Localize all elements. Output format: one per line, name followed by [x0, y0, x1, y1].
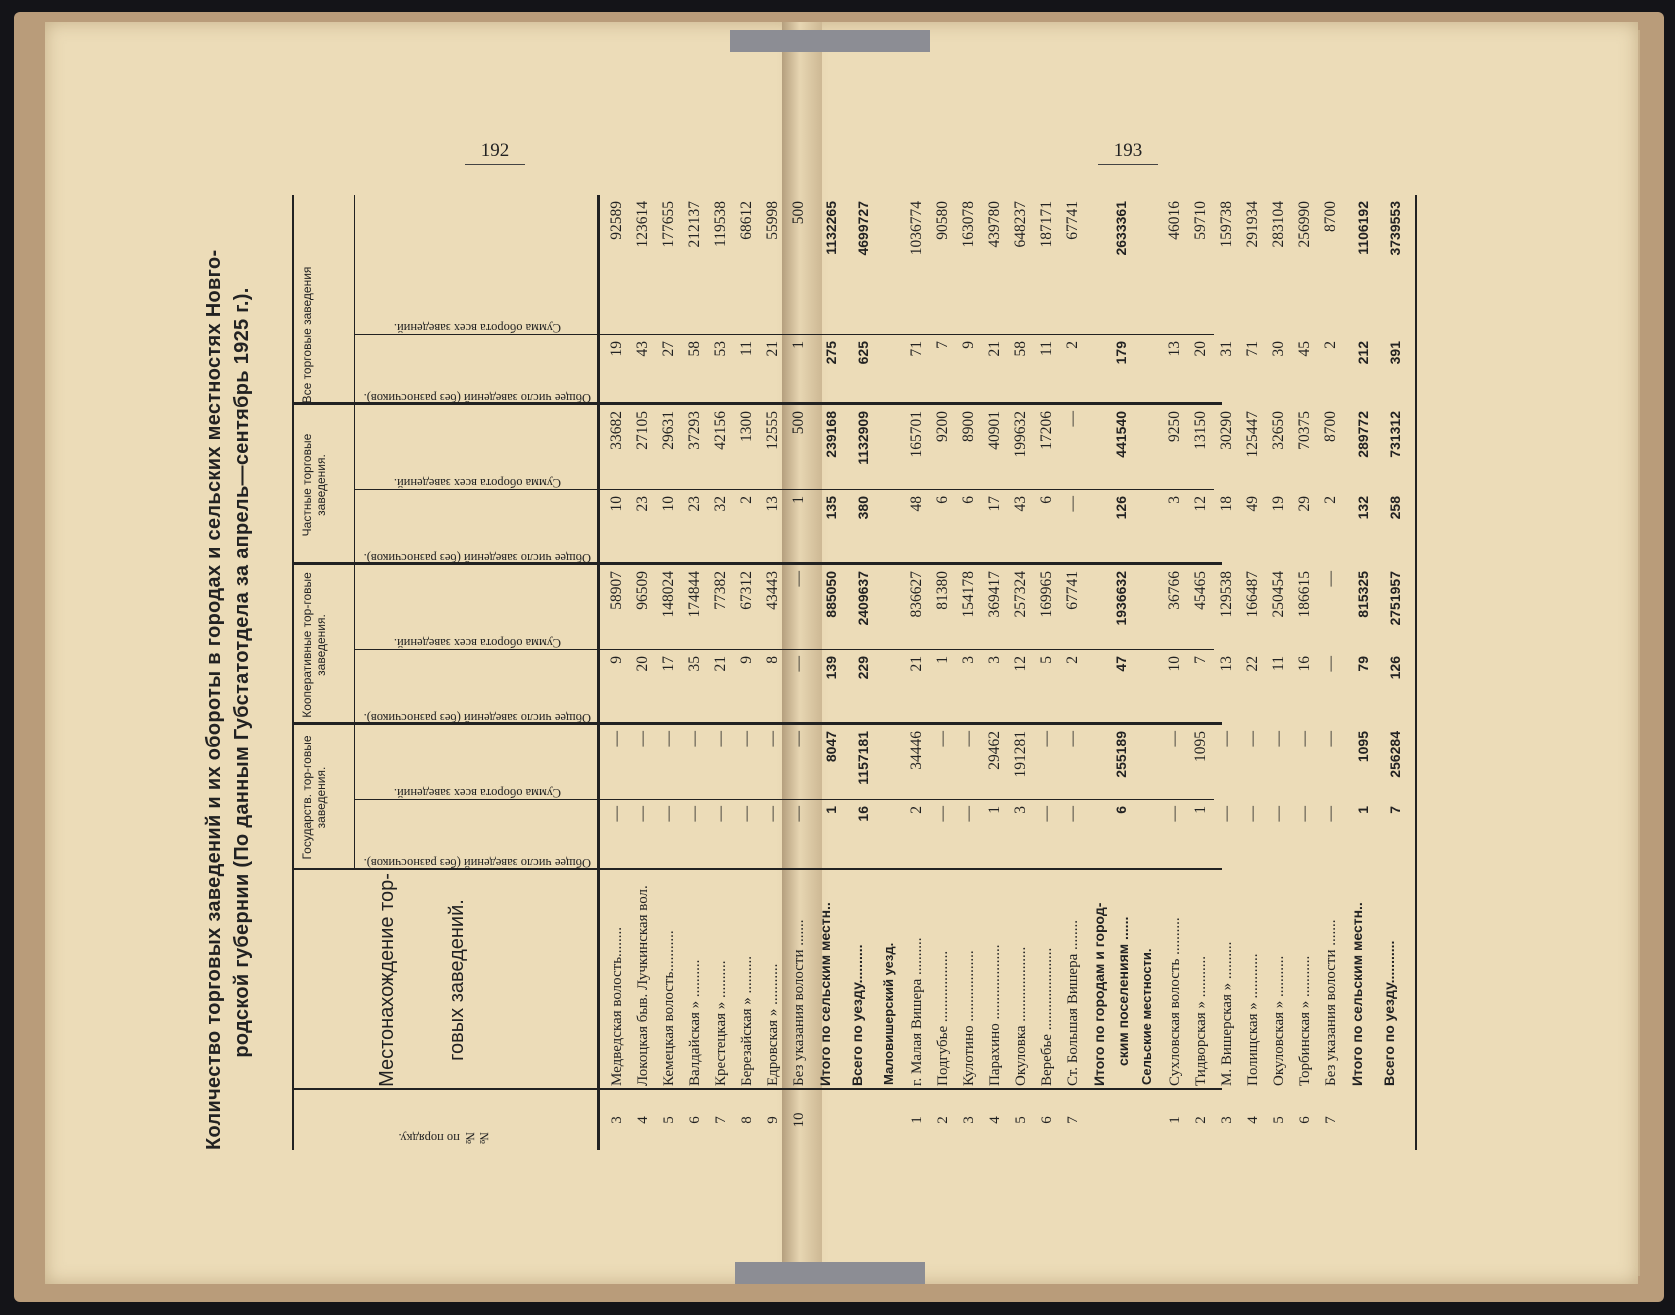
- cell-value: —: [1244, 806, 1261, 822]
- cell-value: 21: [712, 656, 729, 672]
- cell-value: 187171: [1038, 201, 1055, 248]
- cell-value: —: [1322, 571, 1339, 587]
- row-name: г. Малая Вишера ..........: [909, 937, 925, 1086]
- cell-value: —: [934, 806, 951, 822]
- cell-value: 1095: [1355, 731, 1371, 763]
- row-name: Локоцкая быв. Лучкинская вол.: [635, 885, 651, 1086]
- cell-value: 40901: [986, 411, 1003, 450]
- cell-value: 77382: [712, 571, 729, 610]
- cell-value: 186615: [1296, 571, 1313, 618]
- cell-value: 1: [790, 496, 807, 504]
- cell-value: 2409637: [855, 571, 871, 626]
- row-name: Валдайская » ..........: [687, 959, 703, 1086]
- cell-value: 1: [986, 806, 1003, 814]
- cell-value: 22: [1244, 656, 1261, 672]
- cell-value: 67741: [1064, 571, 1081, 610]
- cell-value: 7: [1192, 656, 1209, 664]
- cell-value: 17: [660, 656, 677, 672]
- cell-value: —: [1218, 806, 1235, 822]
- header-count-2: Общее число заведений (без разносчиков).: [363, 551, 591, 565]
- cell-value: —: [1064, 496, 1081, 512]
- header-sum-3: Сумма оборота всех заведений.: [393, 321, 561, 335]
- cell-value: 2: [1064, 341, 1081, 349]
- cell-value: 9: [738, 656, 755, 664]
- cell-value: 9: [608, 656, 625, 664]
- cell-value: 2751957: [1387, 571, 1403, 626]
- cell-value: 96509: [634, 571, 651, 610]
- cell-value: —: [790, 731, 807, 747]
- cell-value: 1157181: [855, 731, 871, 785]
- cell-value: 256990: [1296, 201, 1313, 248]
- cell-value: 11: [1270, 656, 1287, 671]
- row-name: Всего по уезду..........: [849, 944, 865, 1086]
- cell-value: 283104: [1270, 201, 1287, 248]
- row-number: 6: [687, 1116, 703, 1124]
- cell-value: 37293: [686, 411, 703, 450]
- cell-value: 255189: [1113, 731, 1129, 778]
- cell-value: 8047: [823, 731, 839, 763]
- cell-value: 179: [1113, 341, 1129, 365]
- row-name: Кулотино ...................: [961, 950, 977, 1086]
- row-number: [1109, 1090, 1133, 1150]
- cell-value: 7: [934, 341, 951, 349]
- cell-value: —: [1322, 731, 1339, 747]
- cell-value: 731312: [1387, 411, 1403, 458]
- row-name: Без указания волости .......: [791, 919, 807, 1086]
- cell-value: 500: [790, 201, 807, 225]
- cell-value: —: [738, 731, 755, 747]
- row-name: Без указания волости .......: [1323, 919, 1339, 1086]
- row-number: 5: [1013, 1116, 1029, 1124]
- cell-value: 1: [1355, 806, 1371, 814]
- cell-value: 2: [1322, 496, 1339, 504]
- cell-value: 68612: [738, 201, 755, 240]
- cell-value: —: [764, 806, 781, 822]
- cell-value: 29462: [986, 731, 1003, 770]
- row-name: Итого по городам и город-: [1091, 902, 1107, 1086]
- row-number: 6: [1297, 1116, 1313, 1124]
- cell-value: —: [1244, 731, 1261, 747]
- cell-value: 35: [686, 656, 703, 672]
- cell-value: 9250: [1166, 411, 1183, 442]
- cell-value: 36766: [1166, 571, 1183, 610]
- cell-value: 48: [908, 496, 925, 512]
- cell-value: 23: [686, 496, 703, 512]
- cell-value: 291934: [1244, 201, 1261, 248]
- cell-value: 21: [764, 341, 781, 357]
- header-group-1: Кооперативные тор-говые заведения.: [300, 572, 328, 718]
- cell-value: 1: [790, 341, 807, 349]
- cell-value: 2: [738, 496, 755, 504]
- header-bottom-rule: [597, 195, 600, 1150]
- cell-value: —: [1064, 806, 1081, 822]
- cell-value: 6: [1113, 806, 1129, 814]
- cell-value: 123614: [634, 201, 651, 248]
- cell-value: 10: [660, 496, 677, 512]
- row-number: 4: [1245, 1116, 1261, 1124]
- row-name: Итого по сельским местн..: [1349, 902, 1365, 1086]
- cell-value: 70375: [1296, 411, 1313, 450]
- cell-value: 12555: [764, 411, 781, 450]
- cell-value: 836627: [908, 571, 925, 618]
- cell-value: —: [634, 806, 651, 822]
- row-number: 2: [1193, 1116, 1209, 1124]
- cell-value: 199632: [1012, 411, 1029, 458]
- cell-value: 12: [1012, 656, 1029, 672]
- header-count-0: Общее число заведений (без разносчиков).: [363, 856, 591, 870]
- cell-value: 45: [1296, 341, 1313, 357]
- cell-value: —: [1166, 806, 1183, 822]
- cell-value: —: [960, 806, 977, 822]
- cell-value: 11: [738, 341, 755, 356]
- header-group-3: Все торговые заведения: [300, 266, 314, 404]
- cell-value: 30290: [1218, 411, 1235, 450]
- section-heading: Маловишерский уезд.: [881, 942, 896, 1085]
- cell-value: 139: [823, 656, 839, 680]
- cell-value: 380: [855, 496, 871, 520]
- row-name-2: ским поселениям ......: [1115, 916, 1131, 1066]
- cell-value: —: [634, 731, 651, 747]
- cell-value: 10: [608, 496, 625, 512]
- row-number: 4: [987, 1116, 1003, 1124]
- cell-value: 126: [1387, 656, 1403, 680]
- row-number: [851, 1090, 875, 1150]
- cell-value: 67312: [738, 571, 755, 610]
- header-group-rule: [354, 195, 355, 870]
- row-name: Итого по сельским местн..: [817, 902, 833, 1086]
- row-name: Полищская » ............: [1245, 953, 1261, 1086]
- cell-value: 815325: [1355, 571, 1371, 618]
- row-number: 2: [935, 1116, 951, 1124]
- row-name: Подгубье ...................: [935, 950, 951, 1086]
- cell-value: —: [1038, 806, 1055, 822]
- cell-value: 31: [1218, 341, 1235, 357]
- cell-value: —: [790, 656, 807, 672]
- header-location-2: говых заведений.: [446, 899, 468, 1061]
- cell-value: 27105: [634, 411, 651, 450]
- cell-value: 18: [1218, 496, 1235, 512]
- cell-value: 34446: [908, 731, 925, 770]
- cell-value: 53: [712, 341, 729, 357]
- cell-value: 16: [1296, 656, 1313, 672]
- cell-value: 275: [823, 341, 839, 365]
- row-number: 4: [635, 1116, 651, 1124]
- cell-value: 19: [608, 341, 625, 357]
- cell-value: —: [712, 806, 729, 822]
- binding-ribbon-bottom: [735, 1262, 925, 1284]
- cell-value: 8700: [1322, 411, 1339, 442]
- cell-value: 391: [1387, 341, 1403, 365]
- cell-value: 625: [855, 341, 871, 365]
- cell-value: 49: [1244, 496, 1261, 512]
- cell-value: 1132265: [823, 201, 839, 255]
- cell-value: —: [764, 731, 781, 747]
- row-name: М. Вишерская » ..........: [1219, 941, 1235, 1086]
- cell-value: 33682: [608, 411, 625, 450]
- cell-value: —: [1296, 806, 1313, 822]
- cell-value: 55998: [764, 201, 781, 240]
- cell-value: 6: [1038, 496, 1055, 504]
- cell-value: 47: [1113, 656, 1129, 672]
- cell-value: 5: [1038, 656, 1055, 664]
- row-name: Сухловская волость ..........: [1167, 917, 1183, 1086]
- cell-value: 169965: [1038, 571, 1055, 618]
- cell-value: —: [660, 806, 677, 822]
- page-number-right: 193: [1098, 140, 1158, 165]
- row-number: [1351, 1090, 1375, 1150]
- cell-value: —: [1064, 731, 1081, 747]
- cell-value: 257324: [1012, 571, 1029, 618]
- cell-value: 21: [986, 341, 1003, 357]
- row-name: Тидворская » ...........: [1193, 956, 1209, 1086]
- cell-value: 17206: [1038, 411, 1055, 450]
- cell-value: 92589: [608, 201, 625, 240]
- cell-value: —: [1322, 806, 1339, 822]
- cell-value: 71: [1244, 341, 1261, 357]
- cell-value: 79: [1355, 656, 1371, 672]
- header-top-rule: [292, 195, 294, 1150]
- cell-value: 6: [934, 496, 951, 504]
- section-heading: Сельские местности.: [1139, 948, 1154, 1085]
- cell-value: —: [686, 731, 703, 747]
- cell-value: 9: [960, 341, 977, 349]
- cell-value: 29: [1296, 496, 1313, 512]
- row-name: Окуловская » ...........: [1271, 955, 1287, 1086]
- cell-value: 43: [1012, 496, 1029, 512]
- cell-value: 8700: [1322, 201, 1339, 232]
- cell-value: 1095: [1192, 731, 1209, 762]
- row-name: Ст. Большая Вишера ........: [1065, 920, 1081, 1086]
- cell-value: 258: [1387, 496, 1403, 520]
- row-number: 9: [765, 1116, 781, 1124]
- rotated-table: [200, 195, 1403, 1150]
- cell-value: 20: [1192, 341, 1209, 357]
- cell-value: 125447: [1244, 411, 1261, 458]
- cell-value: 27: [660, 341, 677, 357]
- cell-value: —: [934, 731, 951, 747]
- cell-value: 2633361: [1113, 201, 1129, 256]
- header-count-1: Общее число заведений (без разносчиков).: [363, 711, 591, 725]
- table-title-line1: Количество торговых заведений и их обороты в городах и сельских местностях Новго-: [203, 249, 225, 1150]
- cell-value: 43443: [764, 571, 781, 610]
- cell-value: 19: [1270, 496, 1287, 512]
- row-number: 7: [1323, 1116, 1339, 1124]
- cell-value: 289772: [1355, 411, 1371, 458]
- cell-value: 59710: [1192, 201, 1209, 240]
- cell-value: 3: [1166, 496, 1183, 504]
- cell-value: 8: [764, 656, 781, 664]
- cell-value: 2: [1064, 656, 1081, 664]
- cell-value: 2: [908, 806, 925, 814]
- cell-value: 129538: [1218, 571, 1235, 618]
- cell-value: 45465: [1192, 571, 1209, 610]
- cell-value: —: [790, 806, 807, 822]
- cell-value: 46016: [1166, 201, 1183, 240]
- cell-value: 3: [960, 656, 977, 664]
- cell-value: 6: [960, 496, 977, 504]
- row-number: 1: [1167, 1116, 1183, 1124]
- cell-value: —: [1038, 731, 1055, 747]
- cell-value: 1936632: [1113, 571, 1129, 626]
- cell-value: 7: [1387, 806, 1403, 814]
- cell-value: 500: [790, 411, 807, 435]
- cell-value: 13: [1166, 341, 1183, 357]
- cell-value: 1: [934, 656, 951, 664]
- cell-value: 81380: [934, 571, 951, 610]
- cell-value: 3: [986, 656, 1003, 664]
- cell-value: 256284: [1387, 731, 1403, 778]
- page-number-left: 192: [465, 140, 525, 165]
- row-name: Окуловка ....................: [1013, 946, 1029, 1086]
- row-number: 7: [1065, 1116, 1081, 1124]
- cell-value: 126: [1113, 496, 1129, 520]
- row-name: Всего по уезду...........: [1381, 940, 1397, 1086]
- cell-value: —: [1296, 731, 1313, 747]
- cell-value: —: [960, 731, 977, 747]
- cell-value: 21: [908, 656, 925, 672]
- row-name: Веребье ......................: [1039, 947, 1055, 1086]
- cell-value: 13: [764, 496, 781, 512]
- cell-value: 159738: [1218, 201, 1235, 248]
- cell-value: 229: [855, 656, 871, 680]
- cell-value: 166487: [1244, 571, 1261, 618]
- cell-value: 3739553: [1387, 201, 1403, 256]
- cell-value: 10: [1166, 656, 1183, 672]
- cell-value: —: [790, 571, 807, 587]
- cell-value: 29631: [660, 411, 677, 450]
- header-group-0: Государств. тор-говые заведения.: [300, 735, 328, 860]
- cell-value: —: [686, 806, 703, 822]
- cell-value: 1132909: [855, 411, 871, 465]
- row-name: Едровская » ...........: [765, 963, 781, 1086]
- row-number: 5: [1271, 1116, 1287, 1124]
- binding-ribbon-top: [730, 30, 930, 52]
- cell-value: 439780: [986, 201, 1003, 248]
- cell-value: —: [1064, 411, 1081, 427]
- cell-value: —: [608, 731, 625, 747]
- cell-value: 2: [1322, 341, 1339, 349]
- cell-value: 191281: [1012, 731, 1029, 778]
- cell-value: 3: [1012, 806, 1029, 814]
- cell-value: 42156: [712, 411, 729, 450]
- cell-value: 212137: [686, 201, 703, 248]
- header-nr: №№ по порядку.: [398, 1131, 491, 1145]
- cell-value: 12: [1192, 496, 1209, 512]
- cell-value: 43: [634, 341, 651, 357]
- cell-value: 250454: [1270, 571, 1287, 618]
- cell-value: 212: [1355, 341, 1371, 365]
- cell-value: 58: [1012, 341, 1029, 357]
- cell-value: 58907: [608, 571, 625, 610]
- row-name: Медведская волость........: [609, 926, 625, 1086]
- row-number: 6: [1039, 1116, 1055, 1124]
- cell-value: 1: [1192, 806, 1209, 814]
- cell-value: 58: [686, 341, 703, 357]
- cell-value: —: [712, 731, 729, 747]
- row-number: 3: [961, 1116, 977, 1124]
- row-number: 1: [909, 1116, 925, 1124]
- row-name: Кемецкая волость...........: [661, 930, 677, 1086]
- cell-value: —: [660, 731, 677, 747]
- header-sum-2: Сумма оборота всех заведений.: [393, 476, 561, 490]
- row-number: 3: [1219, 1116, 1235, 1124]
- cell-value: 71: [908, 341, 925, 357]
- cell-value: 17: [986, 496, 1003, 512]
- row-number: [819, 1090, 843, 1150]
- cell-value: 23: [634, 496, 651, 512]
- cell-value: 13150: [1192, 411, 1209, 450]
- header-sum-1: Сумма оборота всех заведений.: [393, 636, 561, 650]
- cell-value: 174844: [686, 571, 703, 618]
- cell-value: 648237: [1012, 201, 1029, 248]
- cell-value: 369417: [986, 571, 1003, 618]
- cell-value: —: [608, 806, 625, 822]
- cell-value: 239168: [823, 411, 839, 458]
- header-group-2: Частные торговые заведения.: [300, 433, 328, 537]
- header-count-3: Общее число заведений (без разносчиков).: [363, 391, 591, 405]
- cell-value: 30: [1270, 341, 1287, 357]
- row-number: 8: [739, 1116, 755, 1124]
- cell-value: —: [1270, 806, 1287, 822]
- cell-value: —: [1166, 731, 1183, 747]
- row-name: Крестецкая » ..........: [713, 960, 729, 1086]
- cell-value: 4699727: [855, 201, 871, 256]
- cell-value: 67741: [1064, 201, 1081, 240]
- cell-value: 132: [1355, 496, 1371, 520]
- cell-value: —: [1322, 656, 1339, 672]
- cell-value: 11: [1038, 341, 1055, 356]
- row-name: Березайская » ..........: [739, 956, 755, 1086]
- cell-value: —: [738, 806, 755, 822]
- row-number: 10: [791, 1112, 807, 1128]
- cell-value: 135: [823, 496, 839, 520]
- cell-value: 119538: [712, 201, 729, 247]
- table-title-line2: родской губернии (По данным Губстатотдела за апрель—сентябрь 1925 г.).: [231, 287, 253, 1058]
- cell-value: 20: [634, 656, 651, 672]
- cell-value: 148024: [660, 571, 677, 618]
- cell-value: 1300: [738, 411, 755, 442]
- cell-value: 1: [823, 806, 839, 814]
- row-number: 5: [661, 1116, 677, 1124]
- header-sum-0: Сумма оборота всех заведений.: [393, 786, 561, 800]
- cell-value: 163078: [960, 201, 977, 248]
- cell-value: 1036774: [908, 201, 925, 256]
- cell-value: 8900: [960, 411, 977, 442]
- row-name: Торбинская » ...........: [1297, 955, 1313, 1086]
- cell-value: 1106192: [1355, 201, 1371, 255]
- header-location: Местонахождение тор-: [376, 873, 398, 1087]
- cell-value: —: [1270, 731, 1287, 747]
- cell-value: 13: [1218, 656, 1235, 672]
- row-number: [1383, 1090, 1407, 1150]
- row-name: Парахино ....................: [987, 944, 1003, 1086]
- cell-value: 177655: [660, 201, 677, 248]
- cell-value: —: [1218, 731, 1235, 747]
- cell-value: 90580: [934, 201, 951, 240]
- cell-value: 154178: [960, 571, 977, 618]
- cell-value: 165701: [908, 411, 925, 458]
- cell-value: 885050: [823, 571, 839, 618]
- row-number: 7: [713, 1116, 729, 1124]
- cell-value: 32: [712, 496, 729, 512]
- row-number: 3: [609, 1116, 625, 1124]
- cell-value: 16: [855, 806, 871, 822]
- cell-value: 9200: [934, 411, 951, 442]
- cell-value: 441540: [1113, 411, 1129, 458]
- table-bottom-rule: [1415, 195, 1417, 1150]
- cell-value: 32650: [1270, 411, 1287, 450]
